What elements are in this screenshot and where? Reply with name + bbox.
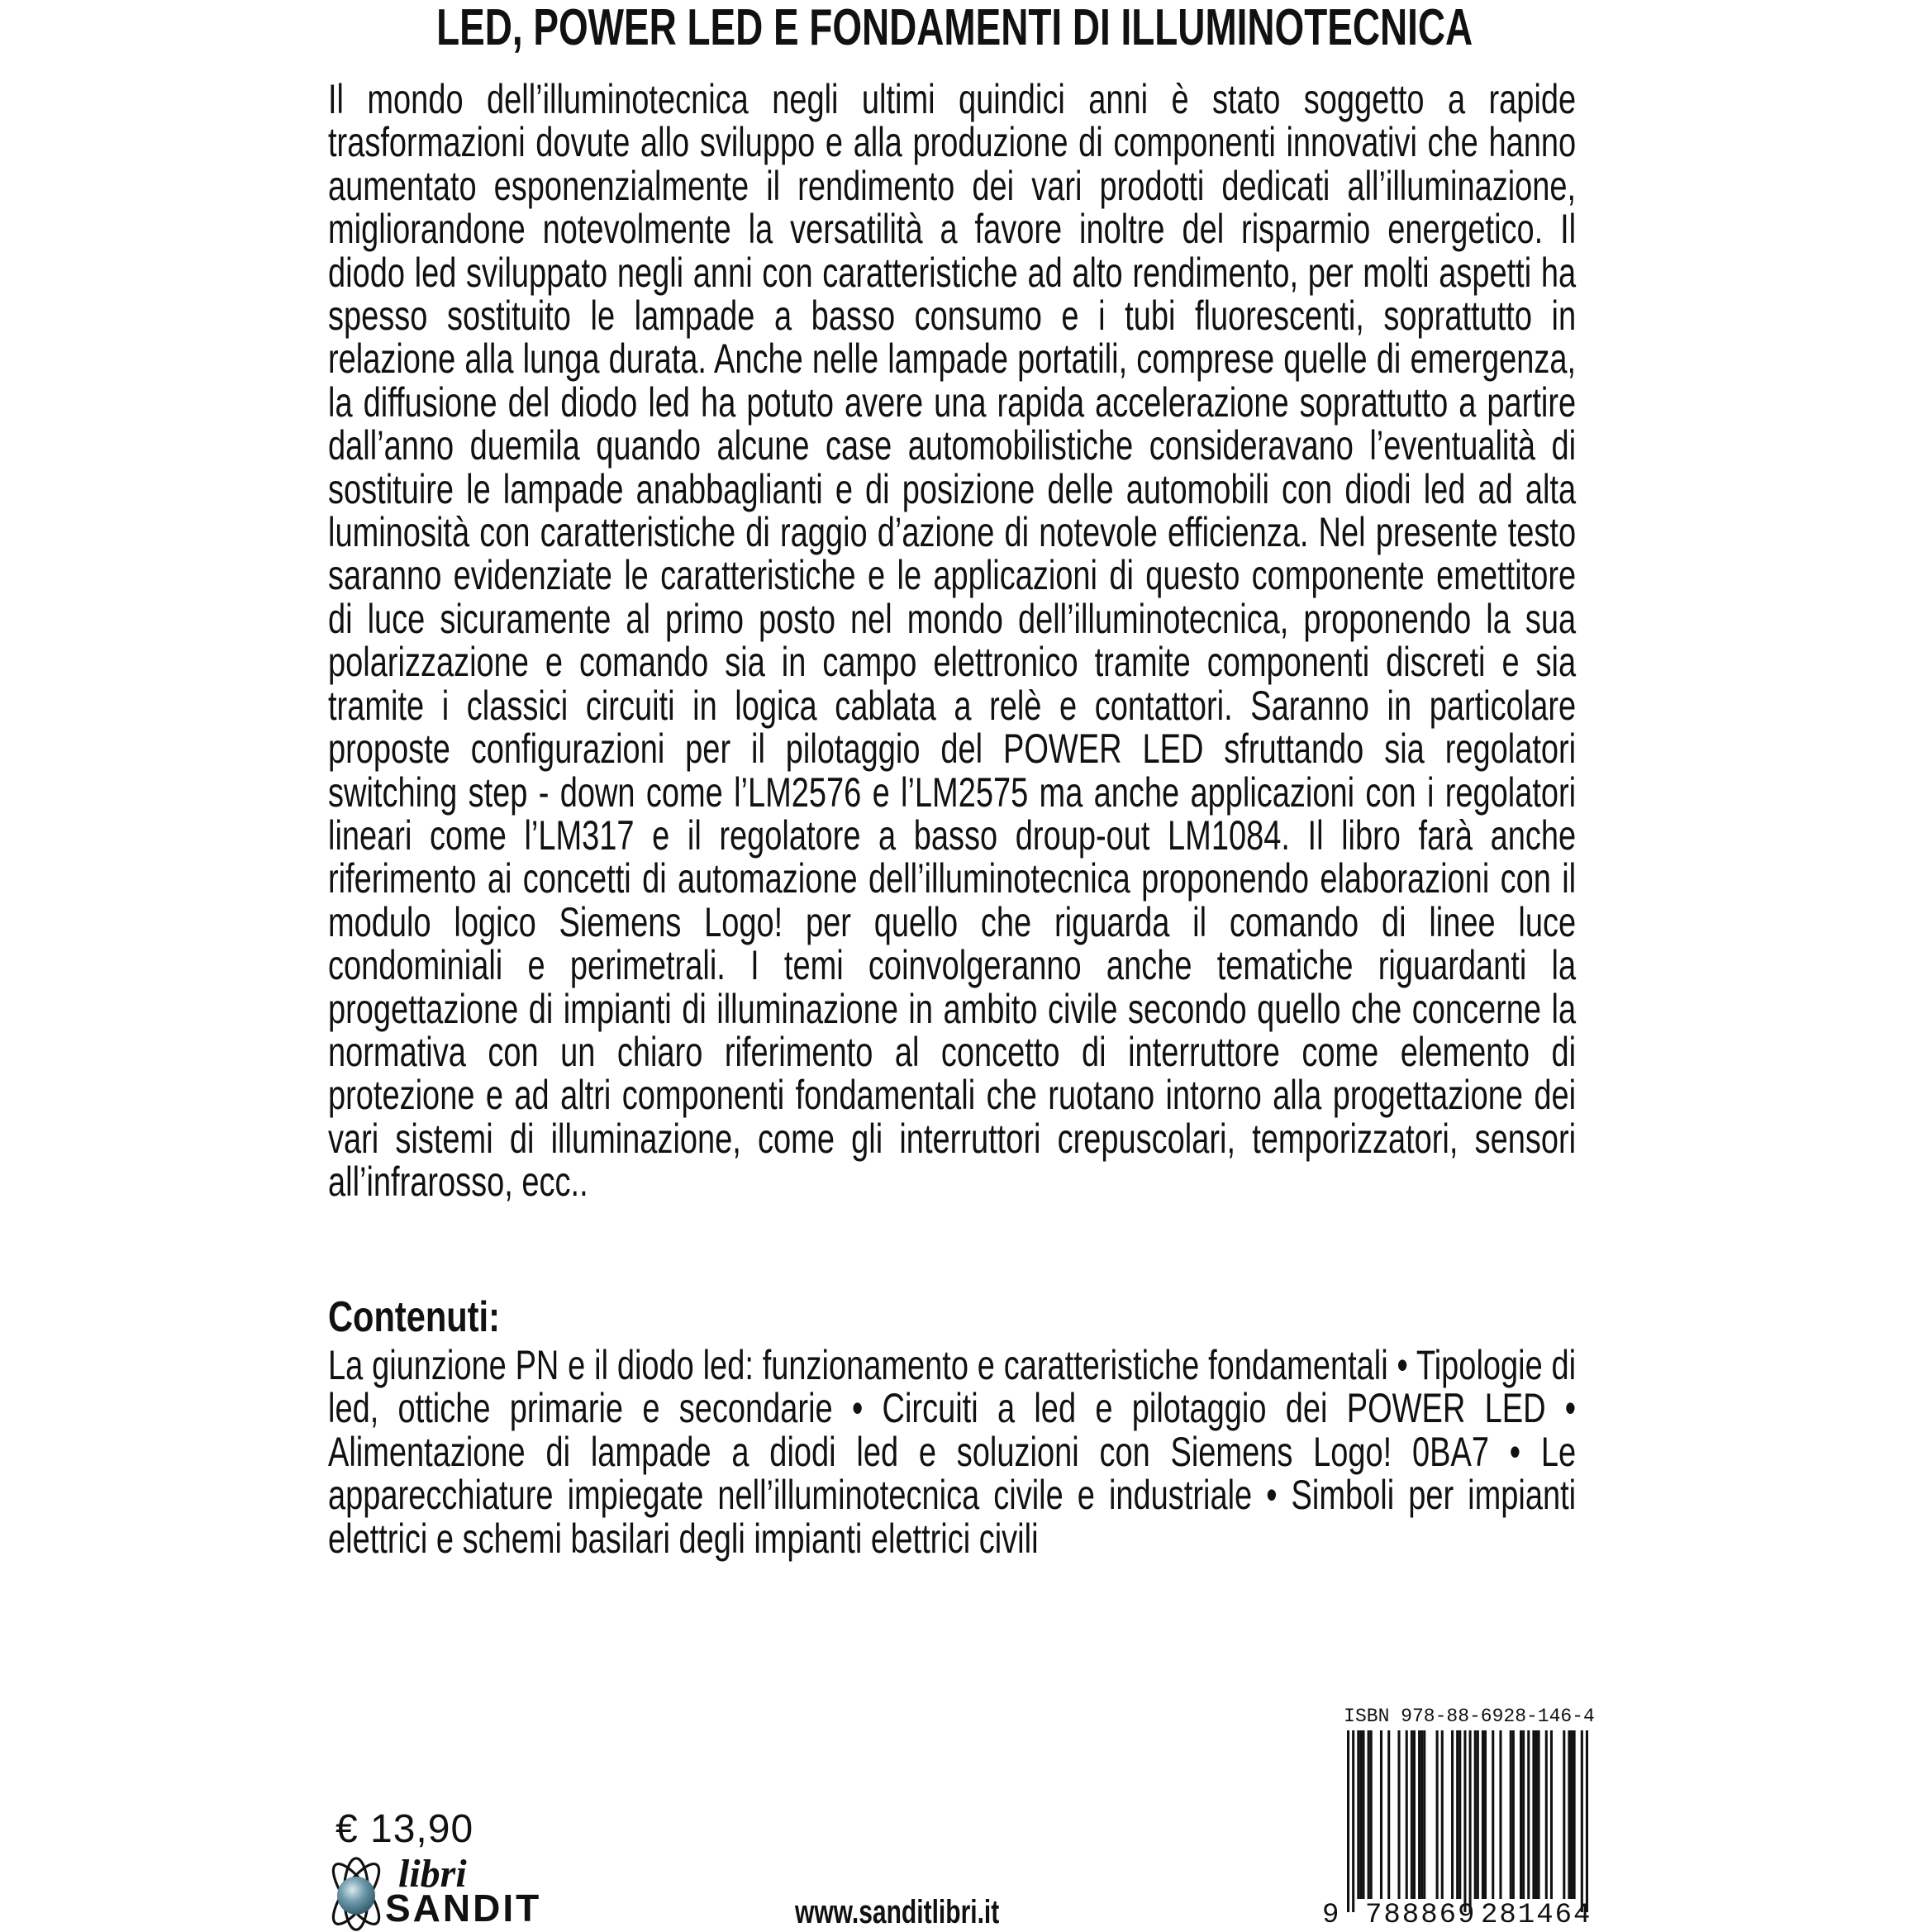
website-url: www.sanditlibri.it	[795, 1894, 1000, 1930]
barcode-digits-group2: 281464	[1481, 1900, 1592, 1931]
isbn-label: ISBN 978-88-6928-146-4	[1344, 1706, 1595, 1727]
barcode-digits	[1322, 1900, 1592, 1932]
contents-heading: Contenuti:	[328, 1293, 500, 1341]
barcode-digits-group1: 788869	[1365, 1900, 1477, 1931]
publisher-name-libri: libri	[398, 1852, 467, 1896]
contents-paragraph: La giunzione PN e il diodo led: funzionamento e caratteristiche fondamentali • Tipologie di led, ottiche primarie e secondarie • Circuiti a led e pilotaggio dei POWER LED • Alimentazione di lampade a diodi led e soluzioni con Siemens Logo! 0BA7 • Le apparecchiature impiegate nell’illuminotecnica civile e industriale • Simboli per impianti elettrici e schemi basilari degli impianti elettrici civili	[328, 1342, 1577, 1562]
intro-paragraph: Il mondo dell’illuminotecnica negli ultimi quindici anni è stato soggetto a rapide trasformazioni dovute allo sviluppo e alla produzione di componenti innovativi che hanno aumentato esponenzialmente il rendimento dei vari prodotti dedicati all’illuminazione, migliorandone notevolmente la versatilità a favore inoltre del risparmio energetico. Il diodo led sviluppato negli anni con caratteristiche ad alto rendimento, per molti aspetti ha spesso sostituito le lampade a basso consumo e i tubi fluorescenti, soprattutto in relazione alla lunga durata. Anche nelle lampade portatili, comprese quelle di emergenza, la diffusione del diodo led ha potuto avere una rapida accelerazione soprattutto a partire dall’anno duemila quando alcune case automobilistiche consideravano l’eventualità di sostituire le lampade anabbaglianti e di posizione delle automobili con diodi led ad alta luminosità con caratteristiche di raggio d’azione di notevole efficienza. Nel presente testo saranno evidenziate le caratteristiche e le applicazioni di questo componente emettitore di luce sicuramente al primo posto nel mondo dell’illuminotecnica, proponendo la sua polarizzazione e comando sia in campo elettronico tramite componenti discreti e sia tramite i classici circuiti in logica cablata a relè e contattori. Saranno in particolare proposte configurazioni per il pilotaggio del POWER LED sfruttando sia regolatori switching step - down come l’LM2576 e l’LM2575 ma anche applicazioni con i regolatori lineari come l’LM317 e il regolatore a basso droup-out LM1084. Il libro farà anche riferimento ai concetti di automazione dell’illuminotecnica proponendo elaborazioni con il modulo logico Siemens Logo! per quello che riguarda il comando di linee luce condominiali e perimetrali. I temi coinvolgeranno anche tematiche riguardanti la progettazione di impianti di illuminazione in ambito civile secondo quello che concerne la normativa con un chiaro riferimento al concetto di interruttore come elemento di protezione e ad altri componenti fondamentali che ruotano intorno alla progettazione dei vari sistemi di illuminazione, come gli interruttori crepuscolari, temporizzatori, sensori all’infrarosso, ecc..	[328, 76, 1577, 1206]
publisher-name-sandit: SANDIT	[385, 1887, 542, 1930]
barcode-digit-first: 9	[1322, 1900, 1340, 1931]
book-title: LED, POWER LED E FONDAMENTI DI ILLUMINOTECNICA	[436, 0, 1473, 56]
ean13-barcode	[1347, 1730, 1588, 1912]
price-label: € 13,90	[335, 1807, 474, 1851]
